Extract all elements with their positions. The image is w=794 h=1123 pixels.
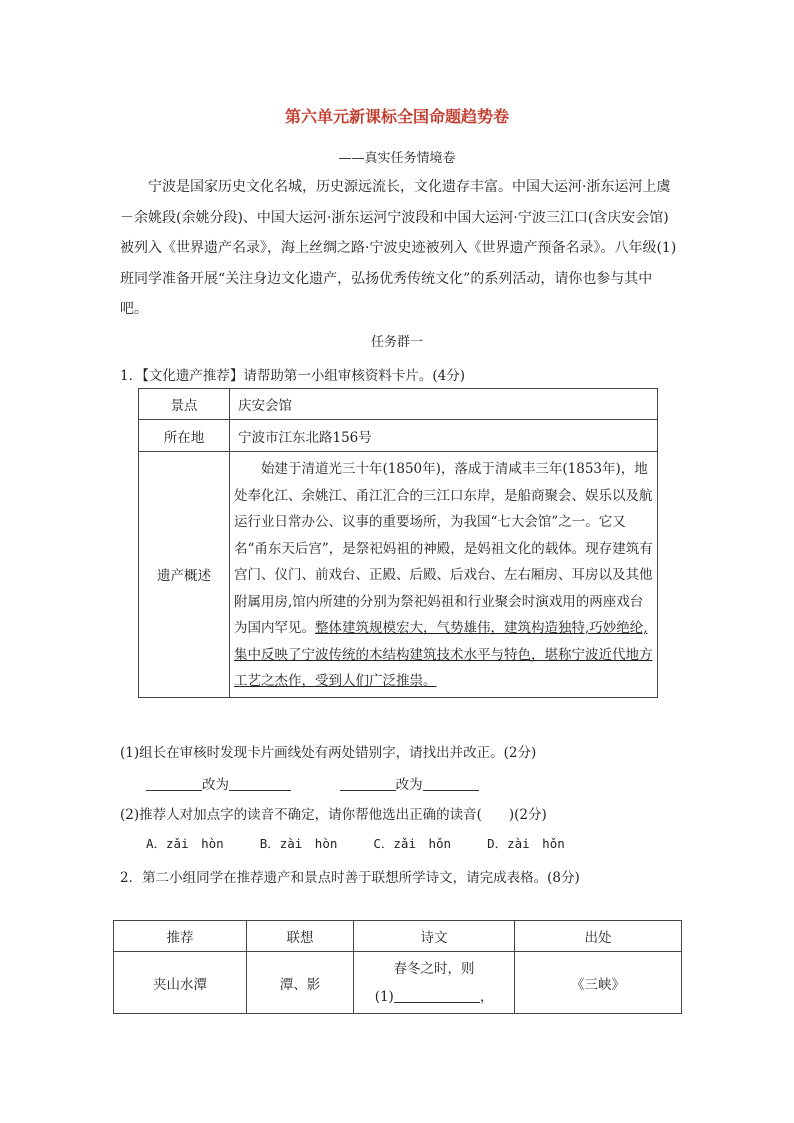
option-c[interactable]: C．zǎi hǒn <box>373 836 452 851</box>
label-location: 所在地 <box>139 420 230 452</box>
change-to-label-1: 改为 <box>202 777 229 793</box>
task-group-title: 任务群一 <box>370 335 423 350</box>
intro-text: 宁波是国家历史文化名城，历史源远流长，文化遗存丰富。中国大运河·浙东运河上虞－余姚段(余姚分段)、中国大运河·浙东运河宁波段和中国大运河·宁波三江口(含庆安会馆)被列入《世界遗产名录》，海上丝绸之路·宁波史迹被列入《世界遗产预备名录》。八年级(1)班同学准备开展“关注身边文化遗产，弘扬优秀传统文化”的系列活动，请你也参与其中吧。 <box>120 179 677 317</box>
poem-comma: ， <box>479 988 494 1005</box>
page-subtitle: ——真实任务情境卷 <box>338 151 456 166</box>
header-recommend: 推荐 <box>114 921 247 952</box>
cell-recommend: 夹山水潭 <box>114 952 247 1014</box>
poem-line-2 <box>355 983 513 1011</box>
option-b[interactable]: B．zài hòn <box>259 836 338 851</box>
overview-underlined: 整体建筑规模宏大，气势雄伟，建筑构造独特,巧妙绝纶,集中反映了宁波传统的木结构建筑技术水平与特色，堪称宁波近代地方工艺之杰作，受到人们广泛推祟。 <box>234 620 653 689</box>
label-scenic-spot: 景点 <box>139 389 230 420</box>
intro-paragraph <box>120 172 680 325</box>
value-scenic-spot: 庆安会馆 <box>230 389 658 420</box>
question-2: 2．第二小组同学在推荐遗产和景点时善于联想所学诗文，请完成表格。(8分) <box>120 870 580 886</box>
poem-blank-1[interactable] <box>394 988 480 1003</box>
overview-text <box>230 452 658 698</box>
correction-line <box>146 773 479 793</box>
poetry-table <box>113 920 682 1014</box>
correct-char-blank-2[interactable] <box>423 776 479 791</box>
answer-options <box>146 834 601 852</box>
page-title: 第六单元新课标全国命题趋势卷 <box>284 107 509 126</box>
change-to-label-2: 改为 <box>395 777 423 793</box>
option-d[interactable]: D．zài hǒn <box>487 836 565 851</box>
question-1: 1．【文化遗产推荐】请帮助第一小组审核资料卡片。(4分) <box>120 368 465 384</box>
cell-source: 《三峡》 <box>515 952 682 1014</box>
blank-number: (1) <box>374 988 394 1005</box>
header-source: 出处 <box>515 921 682 952</box>
question-1-sub-2: (2)推荐人对加点字的读音不确定，请你帮他选出正确的读音( )(2分) <box>120 807 547 823</box>
option-a[interactable]: A．zǎi hòn <box>146 836 224 851</box>
value-location: 宁波市江东北路156号 <box>230 420 658 452</box>
header-association: 联想 <box>247 921 354 952</box>
question-1-sub-1: (1)组长在审核时发现卡片画线处有两处错别字，请找出并改正。(2分) <box>120 745 537 761</box>
overview-plain: 始建于清道光三十年(1850年)，落成于清咸丰三年(1853年)，地处奉化江、余姚江、甬江汇合的三江口东岸，是船商聚会、娱乐以及航运行业日常办公、议事的重要场所，为我国“七大会馆”之一。它又名“甬东天后宫”，是祭祀妈祖的神殿，是妈祖文化的载体。现存建筑有宫门、仪门、前戏台、正殿、后殿、后戏台、左右厢房、耳房以及其他附属用房,馆内所建的分别为祭祀妈祖和行业聚会时演戏用的两座戏台为国内罕见。 <box>234 461 653 636</box>
poem-line-1: 春冬之时，则 <box>393 960 475 977</box>
label-overview: 遗产概述 <box>139 452 230 698</box>
resource-card-table <box>138 388 658 698</box>
cell-poem <box>354 952 515 1014</box>
correct-char-blank-1[interactable] <box>229 776 291 791</box>
cell-association: 潭、影 <box>247 952 354 1014</box>
header-poem: 诗文 <box>354 921 515 952</box>
wrong-char-blank-2[interactable] <box>340 776 396 791</box>
wrong-char-blank-1[interactable] <box>146 776 202 791</box>
